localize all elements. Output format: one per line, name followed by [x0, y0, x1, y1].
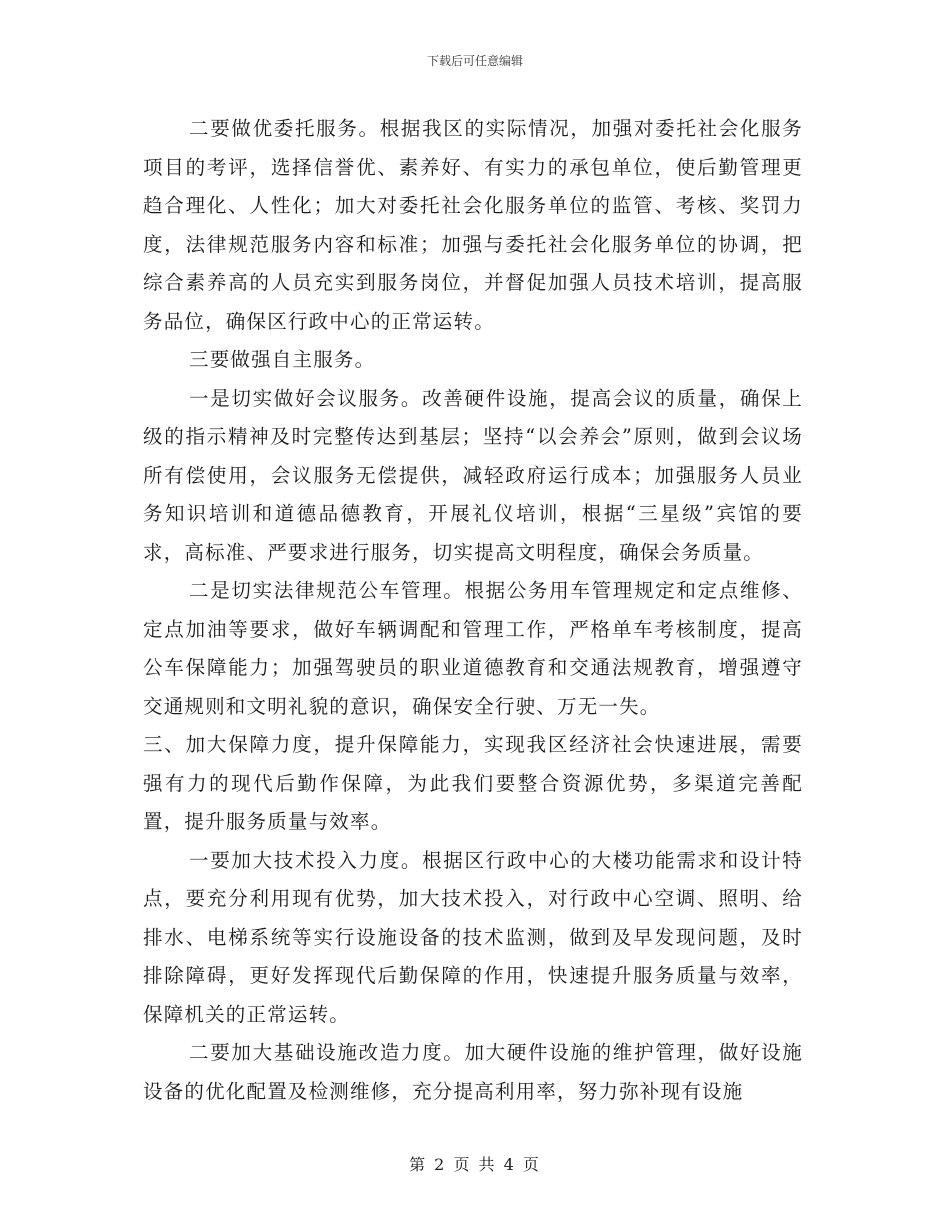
page-header: 下载后可任意编辑 [426, 54, 523, 68]
section-heading-paragraph: 三、加大保障力度，提升保障能力，实现我区经济社会快速进展，需要强有力的现代后勤作保障，为此我们要整合资源优势，多渠道完善配置，提升服务质量与效率。 [143, 733, 803, 833]
paragraph: 二要加大基础设施改造力度。加大硬件设施的维护管理，做好设施设备的优化配置及检测维修，充分提高利用率，努力弥补现有设施 [143, 1041, 803, 1103]
paragraph: 二是切实法律规范公车管理。根据公务用车管理规定和定点维修、定点加油等要求，做好车辆调配和管理工作，严格单车考核制度，提高公车保障能力；加强驾驶员的职业道德教育和交通法规教育，增强遵守交通规则和文明礼貌的意识，确保安全行驶、万无一失。 [143, 579, 803, 718]
paragraph: 一要加大技术投入力度。根据区行政中心的大楼功能需求和设计特点，要充分利用现有优势，加大技术投入，对行政中心空调、照明、给排水、电梯系统等实行设施设备的技术监测，做到及早发现问题，及时排除障碍，更好发挥现代后勤保障的作用，快速提升服务质量与效率，保障机关的正常运转。 [143, 848, 803, 1026]
paragraph: 一是切实做好会议服务。改善硬件设施，提高会议的质量，确保上级的指示精神及时完整传达到基层；坚持“以会养会”原则，做到会议场所有偿使用，会议服务无偿提供，减轻政府运行成本；加强服务人员业务知识培训和道德品德教育，开展礼仪培训，根据“三星级”宾馆的要求，高标准、严要求进行服务，切实提高文明程度，确保会务质量。 [143, 386, 803, 564]
paragraph: 二要做优委托服务。根据我区的实际情况，加强对委托社会化服务项目的考评，选择信誉优、素养好、有实力的承包单位，使后勤管理更趋合理化、人性化；加大对委托社会化服务单位的监管、考核、奖罚力度，法律规范服务内容和标准；加强与委托社会化服务单位的协调，把综合素养高的人员充实到服务岗位，并督促加强人员技术培训，提高服务品位，确保区行政中心的正常运转。 [143, 117, 803, 333]
paragraph: 三要做强自主服务。 [189, 348, 376, 371]
page-footer: 第 2 页 共 4 页 [409, 1155, 541, 1174]
document-body [143, 110, 803, 1111]
